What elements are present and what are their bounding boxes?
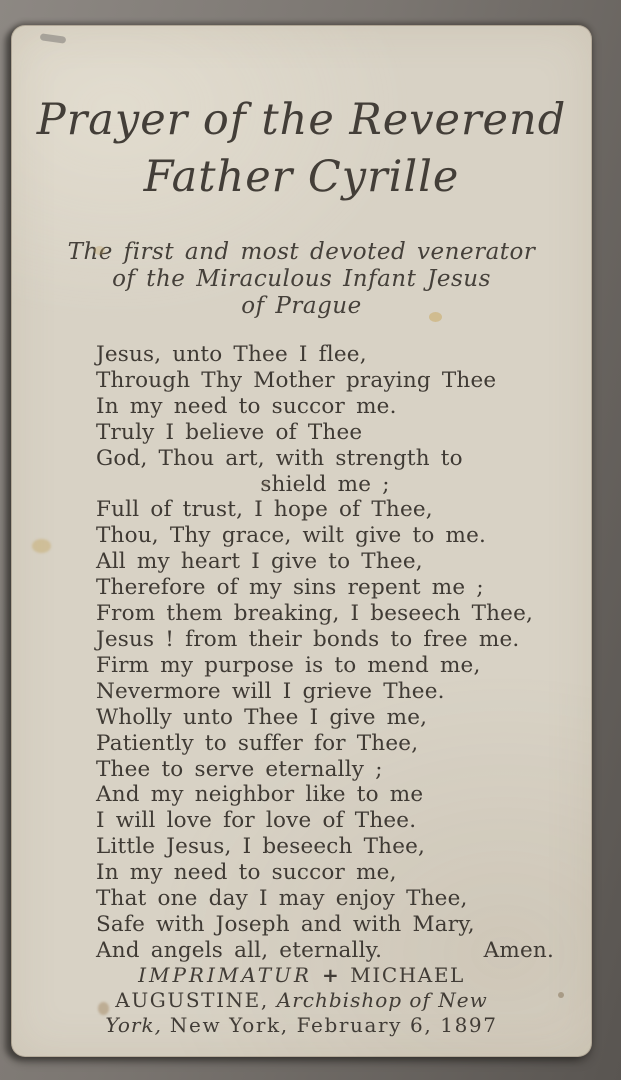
imprimatur-word: IMPRIMATUR xyxy=(138,963,312,987)
amen-line xyxy=(96,938,554,964)
prayer-line: Thou, Thy grace, wilt give to me. xyxy=(96,523,487,549)
prayer-line: Therefore of my sins repent me ; xyxy=(96,575,484,601)
imprimatur-augustine: AUGUSTINE, xyxy=(115,988,269,1012)
subtitle-line: of the Miraculous Infant Jesus xyxy=(112,266,491,292)
prayer-line: Through Thy Mother praying Thee xyxy=(96,367,497,393)
stain xyxy=(40,33,67,44)
prayer-line: Little Jesus, I beseech Thee, xyxy=(96,834,426,860)
prayer-body xyxy=(96,342,554,964)
prayer-line: And my neighbor like to me xyxy=(96,782,424,808)
title-line-1: Prayer of the Reverend xyxy=(36,95,567,145)
prayer-line: Truly I believe of Thee xyxy=(96,419,363,445)
title-line-2: Father Cyrille xyxy=(143,152,460,202)
prayer-line: I will love for love of Thee. xyxy=(96,808,417,834)
imprimatur-york: York, xyxy=(105,1013,162,1037)
prayer-lines xyxy=(96,342,554,938)
imprimatur-michael: MICHAEL xyxy=(350,963,465,987)
card-title xyxy=(12,92,591,206)
subtitle-line: The first and most devoted venerator xyxy=(67,239,536,265)
imprimatur-archbishop: Archbishop of New xyxy=(276,988,488,1012)
prayer-line: Jesus, unto Thee I flee, xyxy=(96,342,367,367)
prayer-line: From them breaking, I beseech Thee, xyxy=(96,601,534,627)
imprimatur-date: New York, February 6, 1897 xyxy=(169,1013,498,1037)
prayer-line: Jesus ! from their bonds to free me. xyxy=(96,626,520,652)
prayer-line: Safe with Joseph and with Mary, xyxy=(96,911,475,937)
prayer-line: Full of trust, I hope of Thee, xyxy=(96,497,433,523)
prayer-line: shield me ; xyxy=(260,471,390,497)
prayer-line: All my heart I give to Thee, xyxy=(96,549,423,575)
prayer-line: That one day I may enjoy Thee, xyxy=(96,886,468,912)
prayer-line: Thee to serve eternally ; xyxy=(96,756,383,782)
prayer-line: Nevermore will I grieve Thee. xyxy=(96,678,445,704)
prayer-card xyxy=(11,25,592,1057)
prayer-line: Wholly unto Thee I give me, xyxy=(96,704,428,730)
prayer-line: Patiently to suffer for Thee, xyxy=(96,730,419,756)
imprimatur-block xyxy=(12,963,591,1038)
prayer-line: Firm my purpose is to mend me, xyxy=(96,652,481,678)
prayer-line: In my need to succor me, xyxy=(96,860,397,886)
stain xyxy=(32,539,51,553)
imprimatur-line-3 xyxy=(12,1013,591,1038)
amen-word: Amen. xyxy=(483,937,554,963)
amen-line-text: And angels all, eternally. xyxy=(96,937,383,963)
cross-icon: + xyxy=(321,963,341,987)
imprimatur-line-2 xyxy=(12,988,591,1013)
prayer-line: God, Thou art, with strength to xyxy=(96,445,463,471)
card-subtitle xyxy=(12,239,591,320)
subtitle-line: of Prague xyxy=(241,293,362,319)
prayer-line: In my need to succor me. xyxy=(96,393,397,419)
imprimatur-line-1 xyxy=(12,963,591,988)
